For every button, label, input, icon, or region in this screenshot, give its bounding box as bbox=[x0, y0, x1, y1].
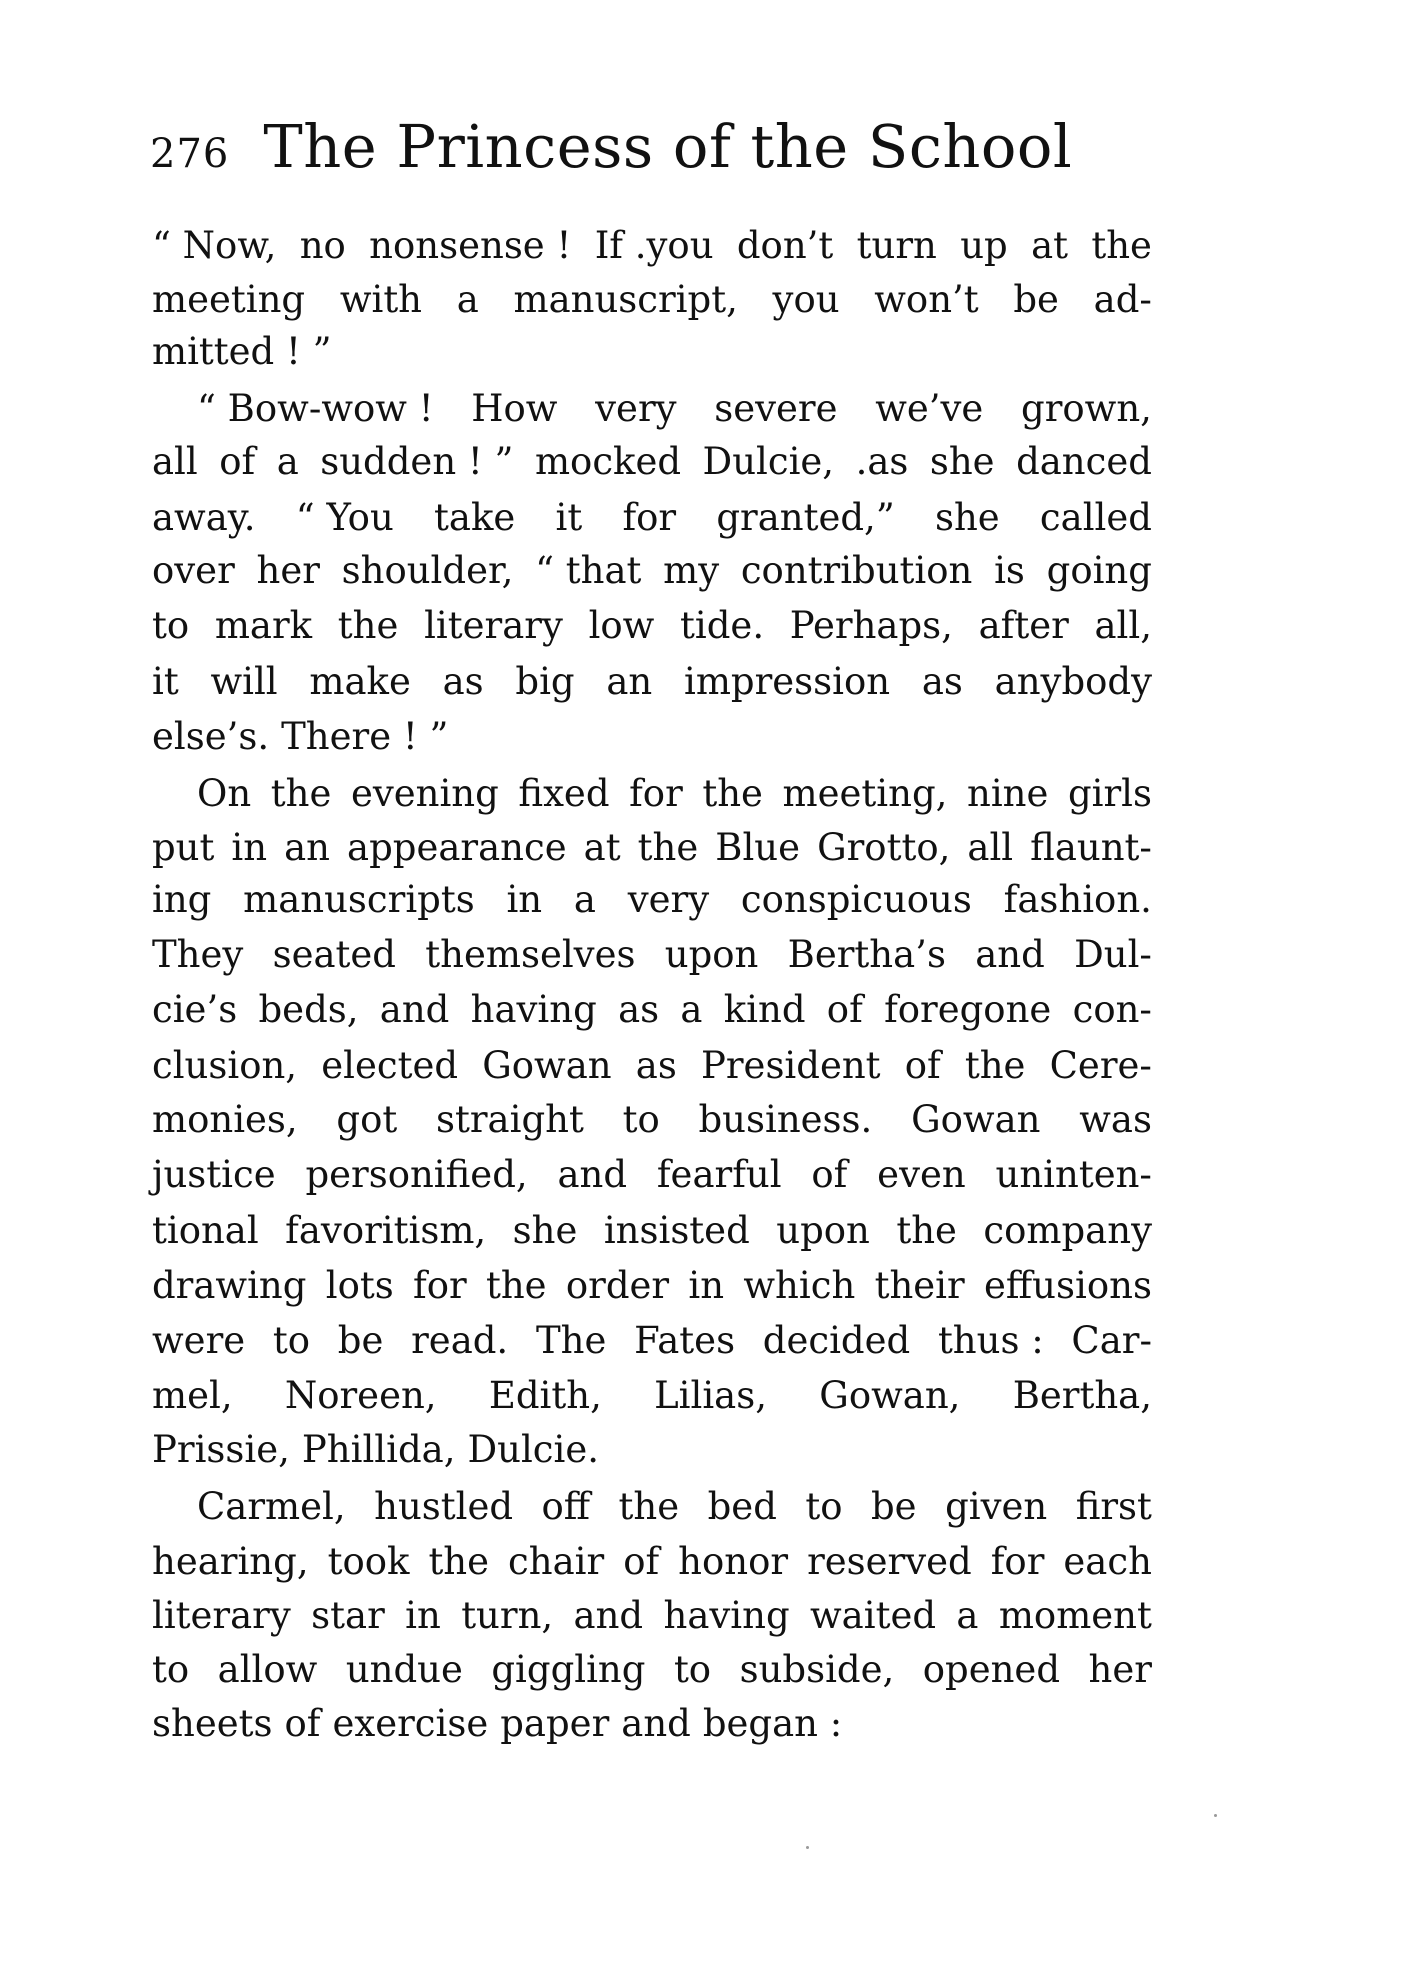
text-line bbox=[152, 216, 1152, 276]
word: flaunt- bbox=[1030, 826, 1152, 869]
text-line bbox=[152, 596, 1152, 656]
text-line bbox=[152, 1366, 1152, 1426]
text-line bbox=[152, 925, 1152, 985]
word: of bbox=[904, 1044, 941, 1087]
word: the bbox=[637, 826, 699, 869]
word: straight bbox=[436, 1098, 584, 1141]
running-head bbox=[150, 112, 1150, 202]
word: going bbox=[1046, 549, 1152, 592]
word: very bbox=[627, 878, 710, 921]
word: manuscript, bbox=[513, 278, 738, 321]
word: took bbox=[327, 1540, 410, 1583]
word: of bbox=[811, 1153, 848, 1196]
word: .as bbox=[855, 440, 909, 483]
word: President bbox=[700, 1044, 881, 1087]
text-line bbox=[152, 322, 1152, 382]
word: don’t bbox=[736, 224, 834, 267]
word: opened bbox=[922, 1648, 1061, 1691]
word: insisted bbox=[603, 1209, 750, 1252]
word: tide. bbox=[680, 604, 765, 647]
word: over bbox=[152, 549, 235, 592]
word: fixed bbox=[518, 772, 610, 815]
word: kind bbox=[723, 988, 806, 1031]
word: Lilias, bbox=[654, 1374, 767, 1417]
word: read. bbox=[411, 1319, 509, 1362]
word: mitted ! ” bbox=[152, 330, 332, 373]
text-line bbox=[152, 870, 1152, 930]
word: take bbox=[434, 496, 516, 539]
word: up bbox=[960, 224, 1008, 267]
word: “ Now, bbox=[152, 224, 277, 267]
word: got bbox=[336, 1098, 398, 1141]
word: Perhaps, bbox=[789, 604, 953, 647]
word: no bbox=[299, 224, 346, 267]
word: “ that bbox=[535, 549, 642, 592]
word: turn bbox=[856, 224, 937, 267]
word: effusions bbox=[984, 1264, 1152, 1307]
word: all bbox=[967, 826, 1014, 869]
word: the bbox=[485, 1264, 547, 1307]
word: a bbox=[680, 988, 703, 1031]
word: you bbox=[772, 278, 840, 321]
word: in bbox=[231, 826, 268, 869]
word: for bbox=[413, 1264, 467, 1307]
word: upon bbox=[664, 933, 759, 976]
word: at bbox=[1031, 224, 1068, 267]
word: low bbox=[588, 604, 655, 647]
word: as bbox=[921, 660, 963, 703]
word: turn, bbox=[461, 1594, 554, 1637]
word: Dulcie, bbox=[702, 440, 835, 483]
word: big bbox=[515, 660, 575, 703]
word: was bbox=[1079, 1098, 1152, 1141]
word: monies, bbox=[152, 1098, 298, 1141]
word: a bbox=[276, 440, 299, 483]
word: chair bbox=[508, 1540, 605, 1583]
paper-speck bbox=[806, 1846, 809, 1849]
word: order bbox=[565, 1264, 670, 1307]
word: she bbox=[934, 496, 1000, 539]
word: as bbox=[618, 988, 660, 1031]
word: foregone bbox=[884, 988, 1052, 1031]
word: moment bbox=[998, 1594, 1152, 1637]
word: Fates bbox=[634, 1319, 736, 1362]
text-line bbox=[152, 488, 1152, 548]
paper-speck bbox=[1214, 1814, 1217, 1817]
word: granted,” bbox=[716, 496, 895, 539]
text-line bbox=[197, 764, 1152, 824]
word: Noreen, bbox=[284, 1374, 437, 1417]
word: seated bbox=[272, 933, 396, 976]
word: giggling bbox=[491, 1648, 646, 1691]
word: Gowan bbox=[482, 1044, 612, 1087]
word: ad- bbox=[1093, 278, 1152, 321]
word: conspicuous bbox=[740, 878, 972, 921]
word: On bbox=[197, 772, 252, 815]
word: thus : bbox=[937, 1319, 1044, 1362]
word: and bbox=[379, 988, 450, 1031]
word: a bbox=[956, 1594, 979, 1637]
word: literary bbox=[152, 1594, 291, 1637]
word: their bbox=[874, 1264, 965, 1307]
word: Gowan, bbox=[819, 1374, 961, 1417]
word: she bbox=[929, 440, 995, 483]
word: Gowan bbox=[911, 1098, 1041, 1141]
word: began : bbox=[702, 1702, 843, 1745]
word: at bbox=[583, 826, 621, 869]
word: Edith, bbox=[488, 1374, 602, 1417]
text-line bbox=[152, 1036, 1152, 1096]
text-line bbox=[152, 270, 1152, 330]
word: in bbox=[405, 1594, 441, 1637]
text-line bbox=[152, 1420, 1152, 1480]
word: mark bbox=[214, 604, 313, 647]
word: Bertha’s bbox=[787, 933, 946, 976]
text-line bbox=[152, 707, 1152, 767]
word: If .you bbox=[594, 224, 714, 267]
word: for bbox=[622, 496, 677, 539]
word: “ You bbox=[295, 496, 394, 539]
word: an bbox=[606, 660, 653, 703]
word: Carmel, bbox=[197, 1485, 346, 1528]
word: favoritism, bbox=[285, 1209, 487, 1252]
text-line bbox=[152, 1640, 1152, 1700]
text-line bbox=[197, 379, 1152, 439]
word: the bbox=[428, 1540, 490, 1583]
word: away. bbox=[152, 496, 256, 539]
word: an bbox=[284, 826, 331, 869]
word: after bbox=[978, 604, 1069, 647]
word: will bbox=[210, 660, 278, 703]
word: upon bbox=[776, 1209, 870, 1252]
word: the bbox=[618, 1485, 680, 1528]
word: danced bbox=[1016, 440, 1152, 483]
word: her bbox=[1088, 1648, 1152, 1691]
word: for bbox=[629, 772, 683, 815]
word: her bbox=[256, 549, 320, 592]
word: all bbox=[152, 440, 198, 483]
word: be bbox=[1013, 278, 1059, 321]
word: justice bbox=[152, 1153, 276, 1196]
word: which bbox=[743, 1264, 856, 1307]
running-title: The Princess of the School bbox=[263, 112, 1073, 181]
word: of bbox=[219, 440, 256, 483]
text-line bbox=[152, 1201, 1152, 1261]
word: Phillida, bbox=[301, 1428, 456, 1471]
word: to bbox=[272, 1319, 311, 1362]
word: severe bbox=[714, 387, 838, 430]
word: Dulcie. bbox=[467, 1428, 600, 1471]
word: the bbox=[964, 1044, 1026, 1087]
word: my bbox=[663, 549, 720, 592]
word: There ! ” bbox=[281, 715, 449, 758]
word: called bbox=[1039, 496, 1152, 539]
text-line bbox=[152, 818, 1152, 878]
word: as bbox=[442, 660, 484, 703]
word: grown, bbox=[1021, 387, 1152, 430]
word: won’t bbox=[874, 278, 979, 321]
text-line bbox=[152, 1145, 1152, 1205]
word: be bbox=[871, 1485, 917, 1528]
word: tional bbox=[152, 1209, 259, 1252]
word: of bbox=[623, 1540, 660, 1583]
word: Prissie, bbox=[152, 1428, 290, 1471]
word: Car- bbox=[1071, 1319, 1152, 1362]
word: con- bbox=[1072, 988, 1152, 1031]
word: the bbox=[702, 772, 763, 815]
text-line bbox=[152, 541, 1152, 601]
word: to bbox=[152, 1648, 190, 1691]
page-number: 276 bbox=[150, 131, 230, 177]
word: meeting, bbox=[782, 772, 948, 815]
word: having bbox=[470, 988, 597, 1031]
word: make bbox=[309, 660, 411, 703]
word: the bbox=[270, 772, 332, 815]
word: company bbox=[983, 1209, 1152, 1252]
word: appearance bbox=[347, 826, 567, 869]
word: to bbox=[152, 604, 190, 647]
word: evening bbox=[350, 772, 499, 815]
word: cie’s bbox=[152, 988, 238, 1031]
word: personified, bbox=[305, 1153, 528, 1196]
word: exercise bbox=[332, 1702, 489, 1745]
word: a bbox=[573, 878, 596, 921]
word: Dul- bbox=[1074, 933, 1152, 976]
text-line bbox=[152, 1532, 1152, 1592]
word: she bbox=[512, 1209, 578, 1252]
word: sudden ! ” bbox=[320, 440, 514, 483]
word: shoulder, bbox=[341, 549, 514, 592]
word: to bbox=[622, 1098, 660, 1141]
word: each bbox=[1063, 1540, 1152, 1583]
text-line bbox=[152, 1586, 1152, 1646]
word: hustled bbox=[374, 1485, 514, 1528]
text-line bbox=[152, 432, 1152, 492]
word: is bbox=[994, 549, 1025, 592]
word: nonsense ! bbox=[369, 224, 572, 267]
word: mocked bbox=[534, 440, 682, 483]
word: else’s. bbox=[152, 715, 270, 758]
text-line bbox=[152, 1694, 1152, 1754]
word: waited bbox=[810, 1594, 937, 1637]
text-line bbox=[152, 1311, 1152, 1371]
word: the bbox=[1091, 224, 1152, 267]
word: ing bbox=[152, 878, 212, 921]
word: subside, bbox=[739, 1648, 895, 1691]
word: very bbox=[595, 387, 677, 430]
word: even bbox=[877, 1153, 966, 1196]
word: in bbox=[506, 878, 543, 921]
word: for bbox=[990, 1540, 1045, 1583]
word: clusion, bbox=[152, 1044, 298, 1087]
word: to bbox=[673, 1648, 712, 1691]
word: “ Bow-wow ! bbox=[197, 387, 434, 430]
word: it bbox=[152, 660, 179, 703]
word: Cere- bbox=[1049, 1044, 1152, 1087]
word: nine bbox=[966, 772, 1049, 815]
text-line bbox=[152, 980, 1152, 1040]
word: paper bbox=[500, 1702, 610, 1745]
word: reserved bbox=[807, 1540, 972, 1583]
word: allow bbox=[217, 1648, 318, 1691]
word: be bbox=[337, 1319, 384, 1362]
word: it bbox=[555, 496, 583, 539]
word: given bbox=[945, 1485, 1048, 1528]
word: literary bbox=[424, 604, 563, 647]
word: and bbox=[621, 1702, 691, 1745]
word: and bbox=[573, 1594, 644, 1637]
word: beds, bbox=[258, 988, 359, 1031]
word: contribution bbox=[740, 549, 973, 592]
word: and bbox=[557, 1153, 628, 1196]
word: undue bbox=[345, 1648, 463, 1691]
word: Grotto, bbox=[817, 826, 951, 869]
word: uninten- bbox=[995, 1153, 1152, 1196]
word: off bbox=[541, 1485, 591, 1528]
word: mel, bbox=[152, 1374, 233, 1417]
word: first bbox=[1075, 1485, 1152, 1528]
word: having bbox=[663, 1594, 790, 1637]
word: Blue bbox=[715, 826, 801, 869]
word: meeting bbox=[152, 278, 306, 321]
word: fearful bbox=[656, 1153, 782, 1196]
word: we’ve bbox=[875, 387, 984, 430]
word: were bbox=[152, 1319, 246, 1362]
word: the bbox=[896, 1209, 957, 1252]
word: impression bbox=[684, 660, 891, 703]
word: star bbox=[311, 1594, 385, 1637]
word: bed bbox=[707, 1485, 777, 1528]
word: sheets bbox=[152, 1702, 273, 1745]
word: of bbox=[826, 988, 863, 1031]
text-line bbox=[197, 1477, 1152, 1537]
word: How bbox=[471, 387, 558, 430]
word: manuscripts bbox=[243, 878, 475, 921]
word: girls bbox=[1067, 772, 1152, 815]
word: honor bbox=[678, 1540, 789, 1583]
word: anybody bbox=[994, 660, 1152, 703]
word: as bbox=[635, 1044, 677, 1087]
word: decided bbox=[762, 1319, 911, 1362]
word: with bbox=[339, 278, 423, 321]
word: The bbox=[535, 1319, 607, 1362]
word: the bbox=[337, 604, 399, 647]
text-line bbox=[152, 1256, 1152, 1316]
word: a bbox=[456, 278, 479, 321]
word: to bbox=[805, 1485, 843, 1528]
word: business. bbox=[698, 1098, 873, 1141]
word: and bbox=[975, 933, 1045, 976]
word: elected bbox=[321, 1044, 459, 1087]
word: all, bbox=[1094, 604, 1152, 647]
word: of bbox=[284, 1702, 321, 1745]
word: hearing, bbox=[152, 1540, 309, 1583]
text-line bbox=[152, 1090, 1152, 1150]
word: drawing bbox=[152, 1264, 307, 1307]
word: fashion. bbox=[1003, 878, 1152, 921]
word: They bbox=[152, 933, 244, 976]
word: themselves bbox=[425, 933, 636, 976]
text-line bbox=[152, 652, 1152, 712]
word: lots bbox=[325, 1264, 394, 1307]
word: Bertha, bbox=[1012, 1374, 1152, 1417]
word: put bbox=[152, 826, 215, 869]
word: in bbox=[688, 1264, 725, 1307]
